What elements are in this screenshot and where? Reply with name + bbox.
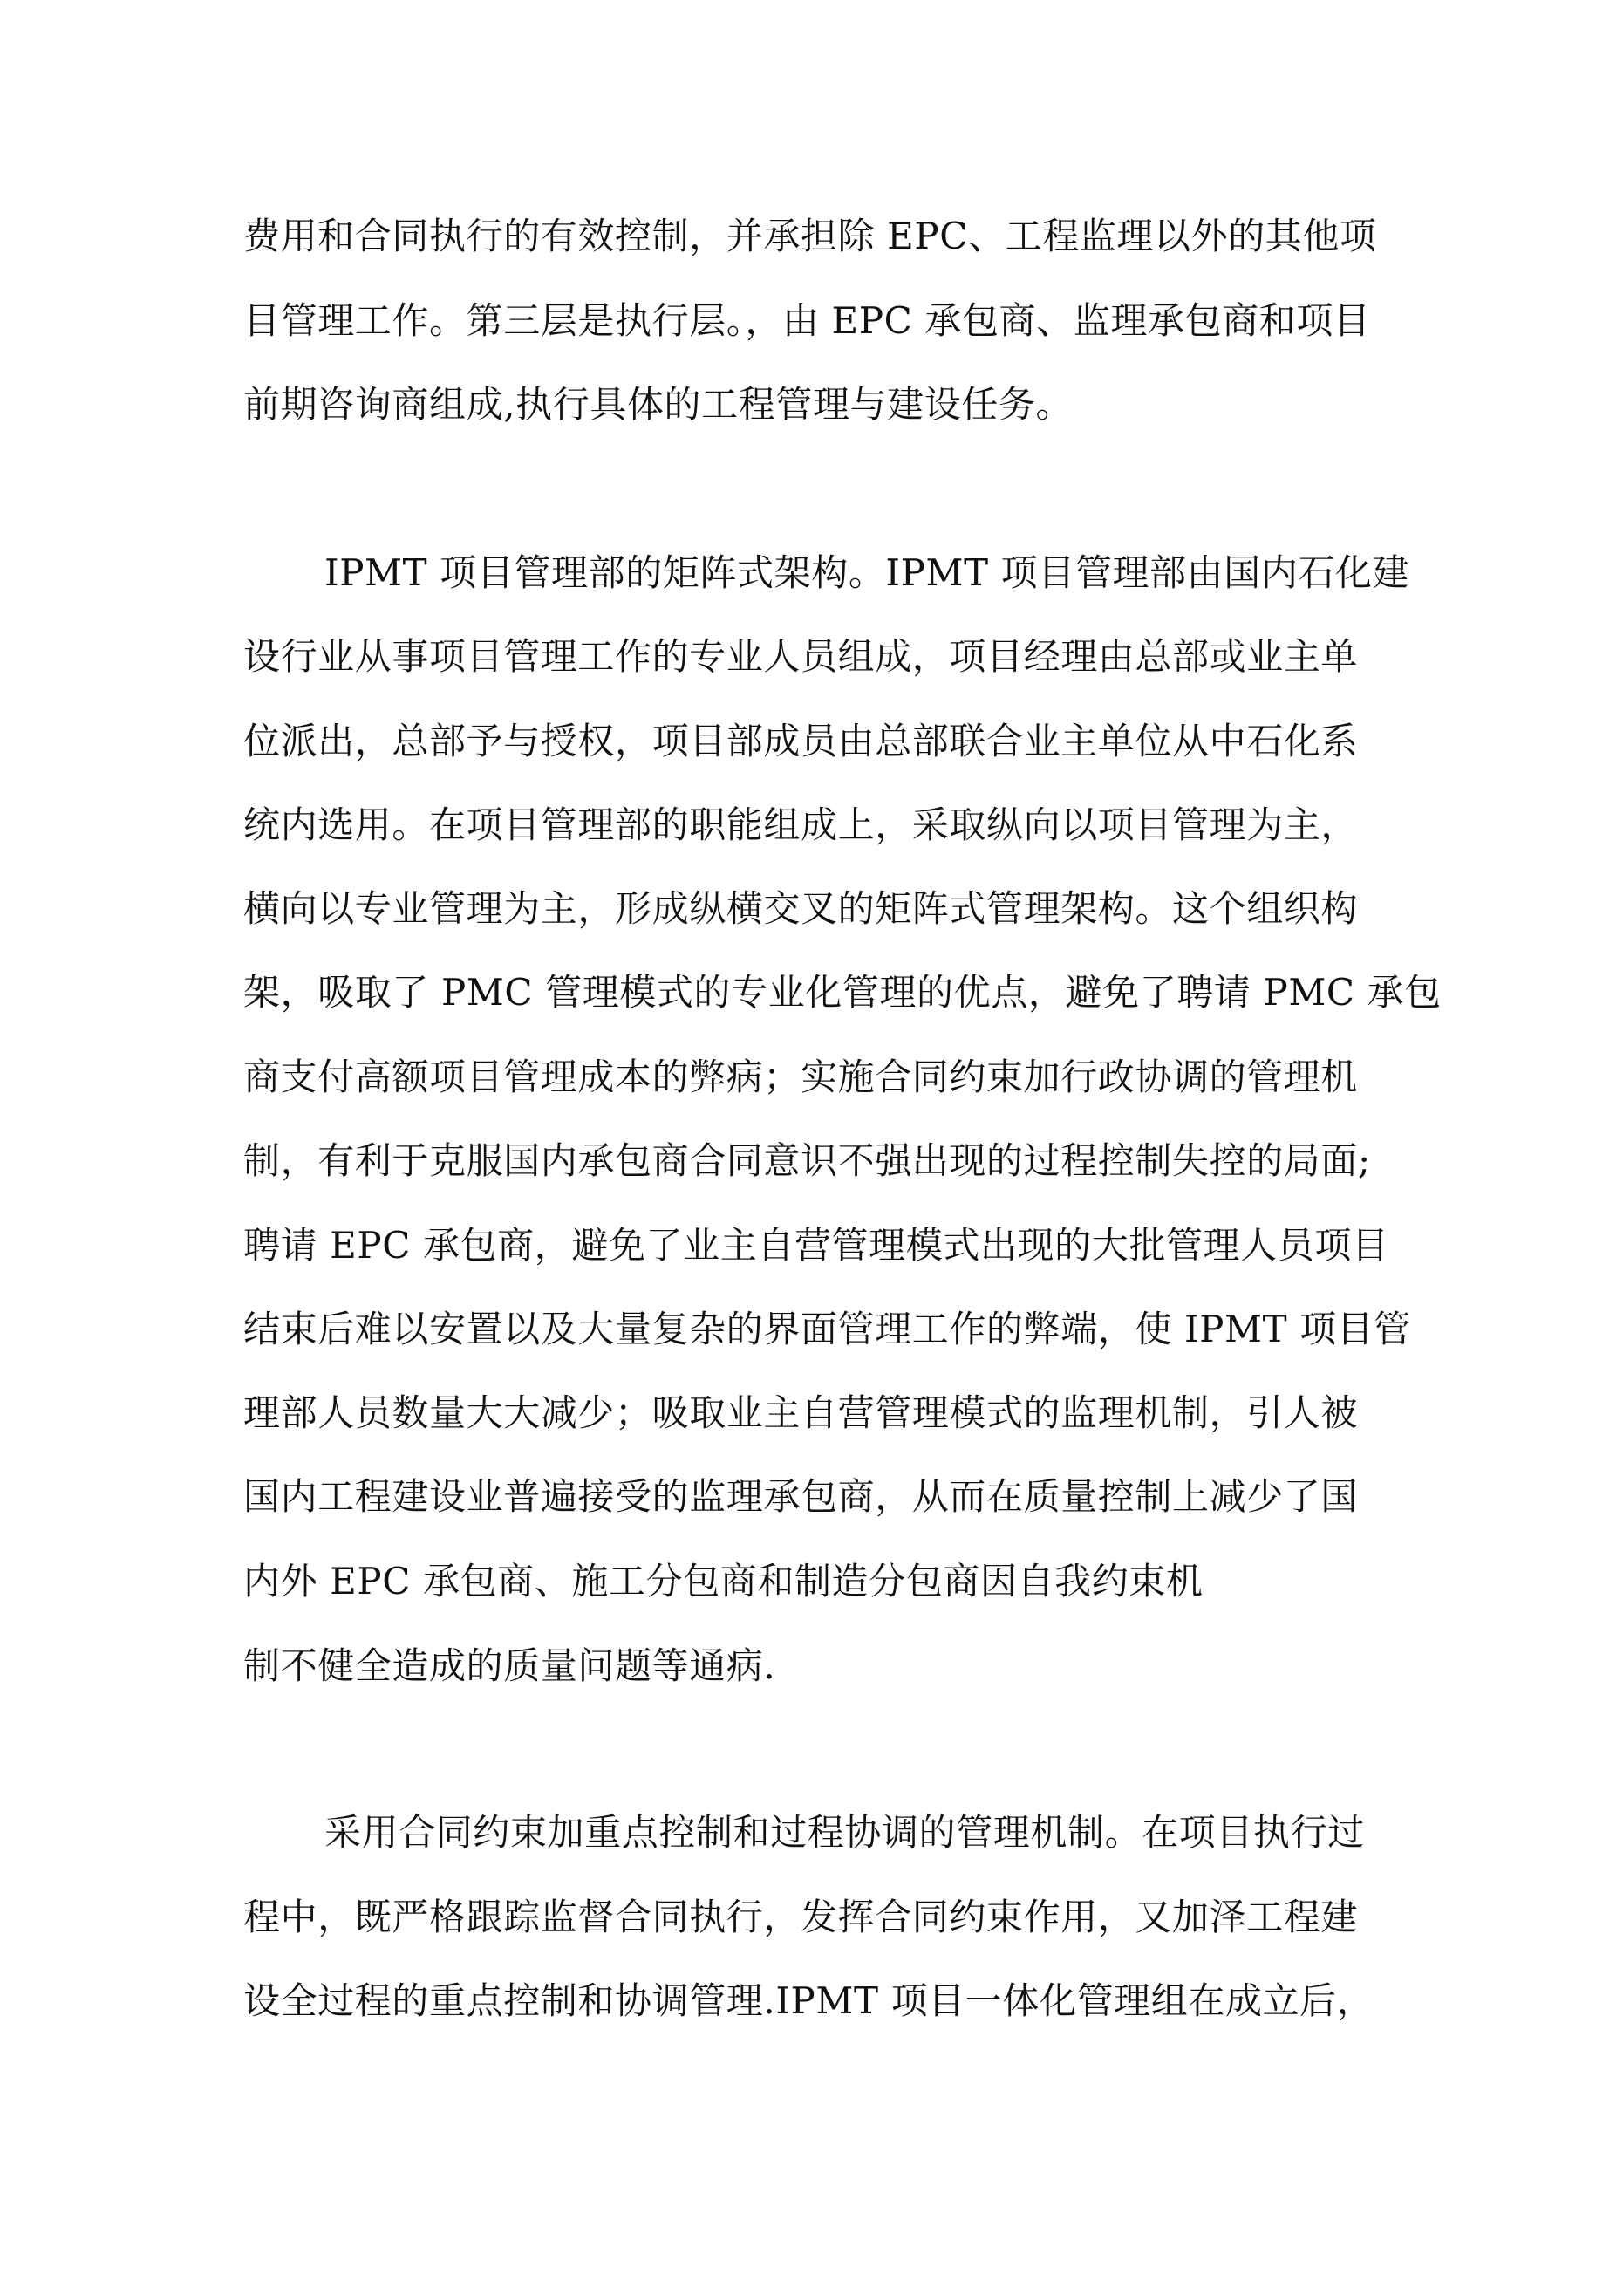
text-line: 设全过程的重点控制和协调管理.IPMT 项目一体化管理组在成立后， — [243, 1979, 1374, 2022]
text-line: 前期咨询商组成,执行具体的工程管理与建设任务。 — [243, 383, 1074, 426]
text-line: 横向以专业管理为主，形成纵横交叉的矩阵式管理架构。这个组织构 — [243, 887, 1359, 930]
text-line: 费用和合同执行的有效控制，并承担除 EPC、工程监理以外的其他项 — [243, 215, 1377, 257]
text-line: IPMT 项目管理部的矩阵式架构。IPMT 项目管理部由国内石化建 — [324, 551, 1410, 594]
text-line: 结束后难以安置以及大量复杂的界面管理工作的弊端，使 IPMT 项目管 — [243, 1308, 1411, 1350]
text-line: 设行业从事项目管理工作的专业人员组成，项目经理由总部或业主单 — [243, 635, 1359, 678]
text-line: 商支付高额项目管理成本的弊病；实施合同约束加行政协调的管理机 — [243, 1056, 1359, 1098]
text-line: 程中，既严格跟踪监督合同执行，发挥合同约束作用，又加泽工程建 — [243, 1896, 1359, 1938]
text-line: 国内工程建设业普遍接受的监理承包商，从而在质量控制上减少了国 — [243, 1475, 1359, 1518]
text-line: 制不健全造成的质量问题等通病. — [243, 1644, 776, 1687]
text-line: 架，吸取了 PMC 管理模式的专业化管理的优点，避免了聘请 PMC 承包 — [243, 971, 1442, 1014]
text-line: 位派出，总部予与授权，项目部成员由总部联合业主单位从中石化系 — [243, 720, 1359, 762]
text-line: 采用合同约束加重点控制和过程协调的管理机制。在项目执行过 — [324, 1811, 1365, 1854]
text-line: 内外 EPC 承包商、施工分包商和制造分包商因自我约束机 — [243, 1560, 1204, 1602]
text-line: 聘请 EPC 承包商，避免了业主自营管理模式出现的大批管理人员项目 — [243, 1224, 1389, 1267]
text-line: 理部人员数量大大减少；吸取业主自营管理模式的监理机制，引人被 — [243, 1391, 1359, 1434]
text-line: 目管理工作。第三层是执行层。，由 EPC 承包商、监理承包商和项目 — [243, 299, 1371, 342]
text-line: 制，有利于克服国内承包商合同意识不强出现的过程控制失控的局面; — [243, 1139, 1371, 1182]
text-line: 统内选用。在项目管理部的职能组成上，采取纵向以项目管理为主， — [243, 803, 1359, 846]
